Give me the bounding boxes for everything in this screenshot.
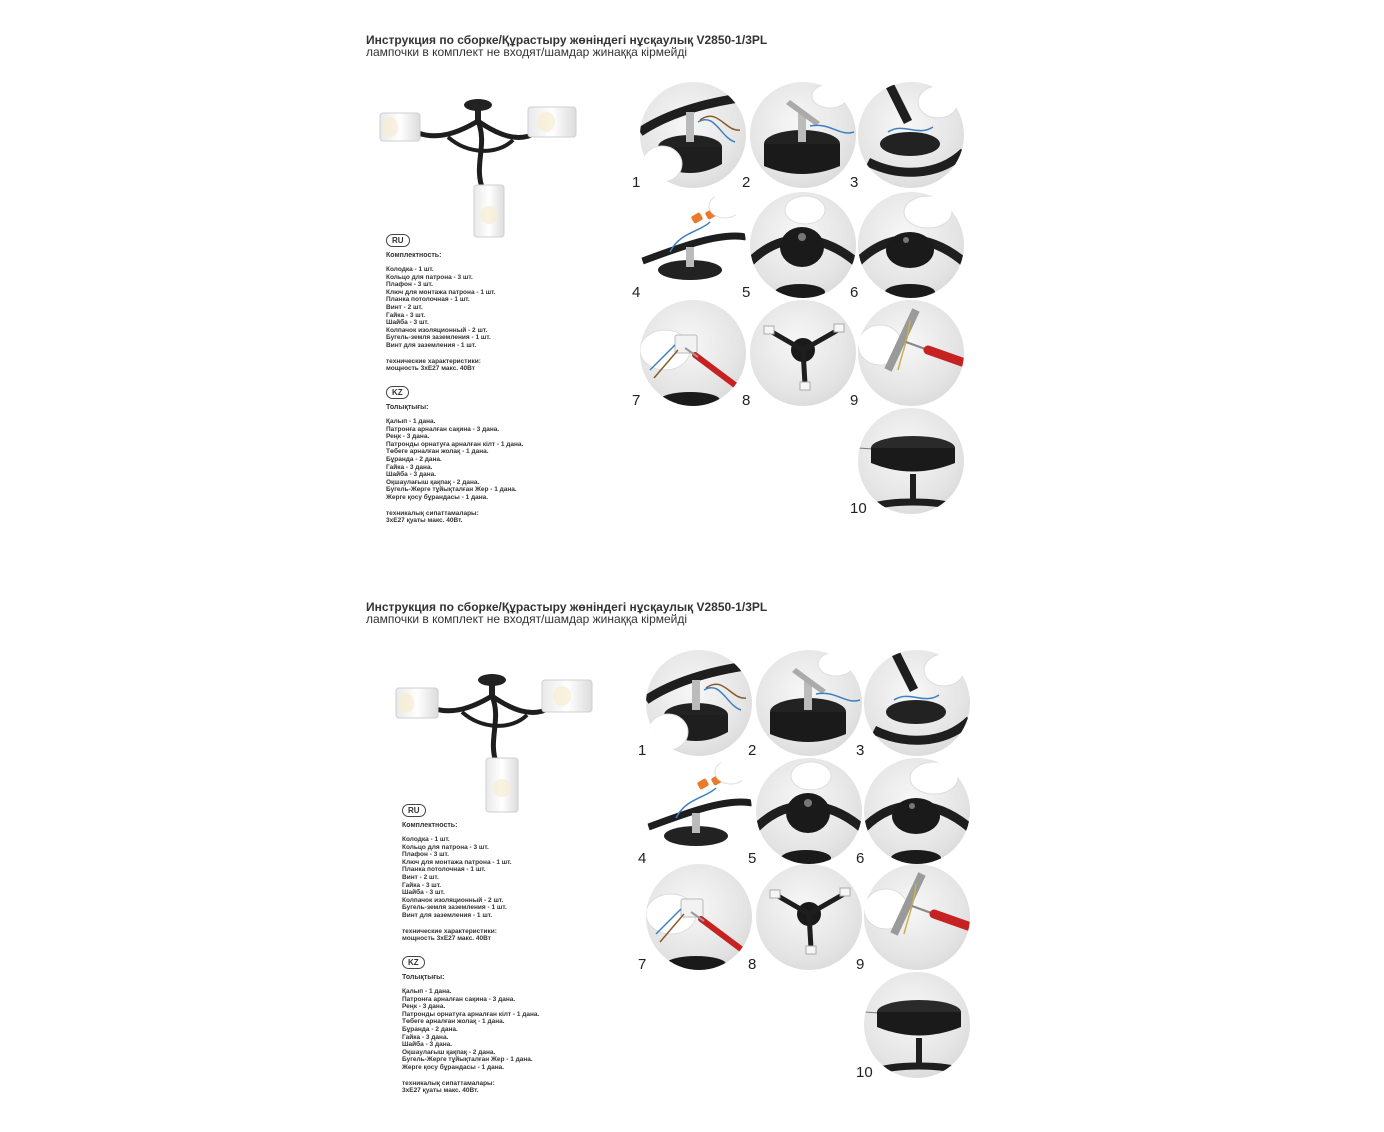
list-item: Қалып - 1 дана. <box>386 418 436 425</box>
step-2-illustration <box>750 82 856 188</box>
step-1-photo <box>646 650 752 756</box>
step-4-photo <box>640 192 746 298</box>
step-3-illustration <box>864 650 970 756</box>
kz-block <box>402 952 539 1095</box>
ru-spec-value: мощность 3хЕ27 макс. 40Вт <box>402 935 491 943</box>
list-item: Бугель-Жерге тұйықталған Жер - 1 дана. <box>402 1056 533 1064</box>
list-item: Гайка - 3 шт. <box>386 311 426 319</box>
step-10-photo <box>858 408 964 514</box>
step-3-photo <box>864 650 970 756</box>
step-number: 1 <box>638 742 647 759</box>
step-9-illustration <box>864 864 970 970</box>
list-item: Кольцо для патрона - 3 шт. <box>402 843 489 851</box>
ru-badge: RU <box>386 234 410 247</box>
list-item: Жерге қосу бұрандасы - 1 дана. <box>386 493 489 501</box>
list-item: Винт для заземления - 1 шт. <box>402 911 493 919</box>
ru-spec-title: технические характеристики: <box>386 357 481 365</box>
step-number: 10 <box>850 500 867 517</box>
kz-spec-title: техникалық сипаттамалары: <box>386 509 479 517</box>
step-number: 1 <box>632 174 641 191</box>
step-2-photo <box>750 82 856 188</box>
step-6-illustration <box>858 192 964 298</box>
step-10-illustration <box>864 972 970 1078</box>
step-9-photo <box>858 300 964 406</box>
ru-kit-list <box>402 836 512 920</box>
kz-badge: KZ <box>386 386 409 399</box>
list-item: Планка потолочная - 1 шт. <box>402 866 486 874</box>
step-6-photo <box>864 758 970 864</box>
step-number: 5 <box>742 284 751 301</box>
step-9-illustration <box>858 300 964 406</box>
step-8-illustration <box>756 864 862 970</box>
ru-badge: RU <box>402 804 426 817</box>
list-item: Шайба - 3 дана. <box>402 1041 453 1049</box>
step-3-illustration <box>858 82 964 188</box>
step-number: 8 <box>748 956 757 973</box>
list-item: Патронды орнатуға арналған кілт - 1 дана. <box>402 1010 540 1018</box>
step-6-illustration <box>864 758 970 864</box>
kz-spec-value: 3хЕ27 қуаты макс. 40Вт. <box>386 517 463 525</box>
ru-kit-title: Комплектность: <box>402 822 458 829</box>
step-1-photo <box>640 82 746 188</box>
list-item: Колпачок изоляционный - 2 шт. <box>386 326 488 334</box>
step-number: 9 <box>856 956 865 973</box>
step-number: 4 <box>638 850 647 867</box>
list-item: Бугель-земля заземления - 1 шт. <box>386 334 491 342</box>
step-3-photo <box>858 82 964 188</box>
step-5-photo <box>756 758 862 864</box>
kz-block <box>386 382 523 525</box>
kz-badge: KZ <box>402 956 425 969</box>
step-number: 8 <box>742 392 751 409</box>
list-item: Планка потолочная - 1 шт. <box>386 296 470 304</box>
step-2-photo <box>756 650 862 756</box>
kz-spec-title: техникалық сипаттамалары: <box>402 1079 495 1087</box>
sheet-title: Инструкция по сборке/Құрастыру жөніндегі нұсқаулық V2850-1/3PL <box>366 33 768 47</box>
step-number: 7 <box>638 956 647 973</box>
ru-block <box>402 800 512 943</box>
list-item: Плафон - 3 шт. <box>402 851 449 859</box>
step-7-photo <box>646 864 752 970</box>
kz-kit-title: Толықтығы: <box>402 974 445 981</box>
step-number: 9 <box>850 392 859 409</box>
list-item: Колодка - 1 шт. <box>402 836 450 843</box>
list-item: Шайба - 3 дана. <box>386 471 437 479</box>
list-item: Реңк - 3 дана. <box>386 433 430 441</box>
kz-kit-list <box>386 418 523 502</box>
list-item: Плафон - 3 шт. <box>386 281 433 289</box>
ru-kit-list <box>386 266 496 350</box>
list-item: Жерге қосу бұрандасы - 1 дана. <box>402 1063 505 1071</box>
step-number: 6 <box>856 850 865 867</box>
step-7-illustration <box>646 864 752 970</box>
step-number: 10 <box>856 1064 873 1081</box>
step-6-photo <box>858 192 964 298</box>
step-number: 3 <box>856 742 865 759</box>
list-item: Оқшаулағыш қақпақ - 2 дана. <box>402 1048 496 1056</box>
step-number: 5 <box>748 850 757 867</box>
list-item: Колпачок изоляционный - 2 шт. <box>402 896 504 904</box>
list-item: Винт - 2 шт. <box>402 873 439 881</box>
sheet-subtitle: лампочки в комплект не входят/шамдар жинаққа кірмейді <box>366 45 688 59</box>
list-item: Шайба - 3 шт. <box>402 889 445 897</box>
sheet-title: Инструкция по сборке/Құрастыру жөніндегі нұсқаулық V2850-1/3PL <box>366 600 768 614</box>
step-7-illustration <box>640 300 746 406</box>
list-item: Ключ для монтажа патрона - 1 шт. <box>402 858 512 866</box>
steps-panel <box>624 642 990 1112</box>
list-item: Винт - 2 шт. <box>386 303 423 311</box>
list-item: Колодка - 1 шт. <box>386 266 434 273</box>
list-item: Бугель-земля заземления - 1 шт. <box>402 904 507 912</box>
kit-panel <box>378 60 602 544</box>
list-item: Бұранда - 2 дана. <box>386 455 442 463</box>
kz-kit-list <box>402 988 539 1072</box>
list-item: Төбеге арналған жолақ - 1 дана. <box>386 448 489 456</box>
step-4-illustration <box>640 192 746 298</box>
list-item: Гайка - 3 дана. <box>402 1033 449 1041</box>
step-1-illustration <box>646 650 752 756</box>
step-number: 3 <box>850 174 859 191</box>
list-item: Төбеге арналған жолақ - 1 дана. <box>402 1018 505 1026</box>
step-4-illustration <box>646 758 752 864</box>
ru-block <box>386 230 496 373</box>
kz-kit-title: Толықтығы: <box>386 404 429 411</box>
step-5-illustration <box>756 758 862 864</box>
step-1-illustration <box>640 82 746 188</box>
list-item: Винт для заземления - 1 шт. <box>386 341 477 349</box>
instruction-sheet-2 <box>0 566 1384 1132</box>
step-5-illustration <box>750 192 856 298</box>
step-9-photo <box>864 864 970 970</box>
list-item: Реңк - 3 дана. <box>402 1003 446 1011</box>
step-4-photo <box>646 758 752 864</box>
ru-spec-value: мощность 3хЕ27 макс. 40Вт <box>386 365 475 373</box>
list-item: Патронды орнатуға арналған кілт - 1 дана. <box>386 440 524 448</box>
step-7-photo <box>640 300 746 406</box>
list-item: Гайка - 3 шт. <box>402 881 442 889</box>
list-item: Қалып - 1 дана. <box>402 988 452 995</box>
sheet-subtitle: лампочки в комплект не входят/шамдар жинаққа кірмейді <box>366 612 688 626</box>
kz-spec-value: 3хЕ27 қуаты макс. 40Вт. <box>402 1087 479 1095</box>
step-10-photo <box>864 972 970 1078</box>
step-10-illustration <box>858 408 964 514</box>
step-number: 2 <box>742 174 751 191</box>
step-number: 4 <box>632 284 641 301</box>
list-item: Патронға арналған сақина - 3 дана. <box>402 995 516 1003</box>
step-8-illustration <box>750 300 856 406</box>
ru-spec-title: технические характеристики: <box>402 927 497 935</box>
step-2-illustration <box>756 650 862 756</box>
list-item: Бұранда - 2 дана. <box>402 1025 458 1033</box>
step-8-photo <box>756 864 862 970</box>
list-item: Ключ для монтажа патрона - 1 шт. <box>386 288 496 296</box>
ru-kit-title: Комплектность: <box>386 252 442 259</box>
list-item: Бугель-Жерге тұйықталған Жер - 1 дана. <box>386 486 517 494</box>
step-5-photo <box>750 192 856 298</box>
step-number: 7 <box>632 392 641 409</box>
list-item: Оқшаулағыш қақпақ - 2 дана. <box>386 478 480 486</box>
list-item: Гайка - 3 дана. <box>386 463 433 471</box>
list-item: Кольцо для патрона - 3 шт. <box>386 273 473 281</box>
step-number: 6 <box>850 284 859 301</box>
step-number: 2 <box>748 742 757 759</box>
list-item: Патронға арналған сақина - 3 дана. <box>386 425 500 433</box>
list-item: Шайба - 3 шт. <box>386 319 429 327</box>
kit-panel <box>392 642 612 1118</box>
steps-panel <box>618 60 980 530</box>
step-8-photo <box>750 300 856 406</box>
